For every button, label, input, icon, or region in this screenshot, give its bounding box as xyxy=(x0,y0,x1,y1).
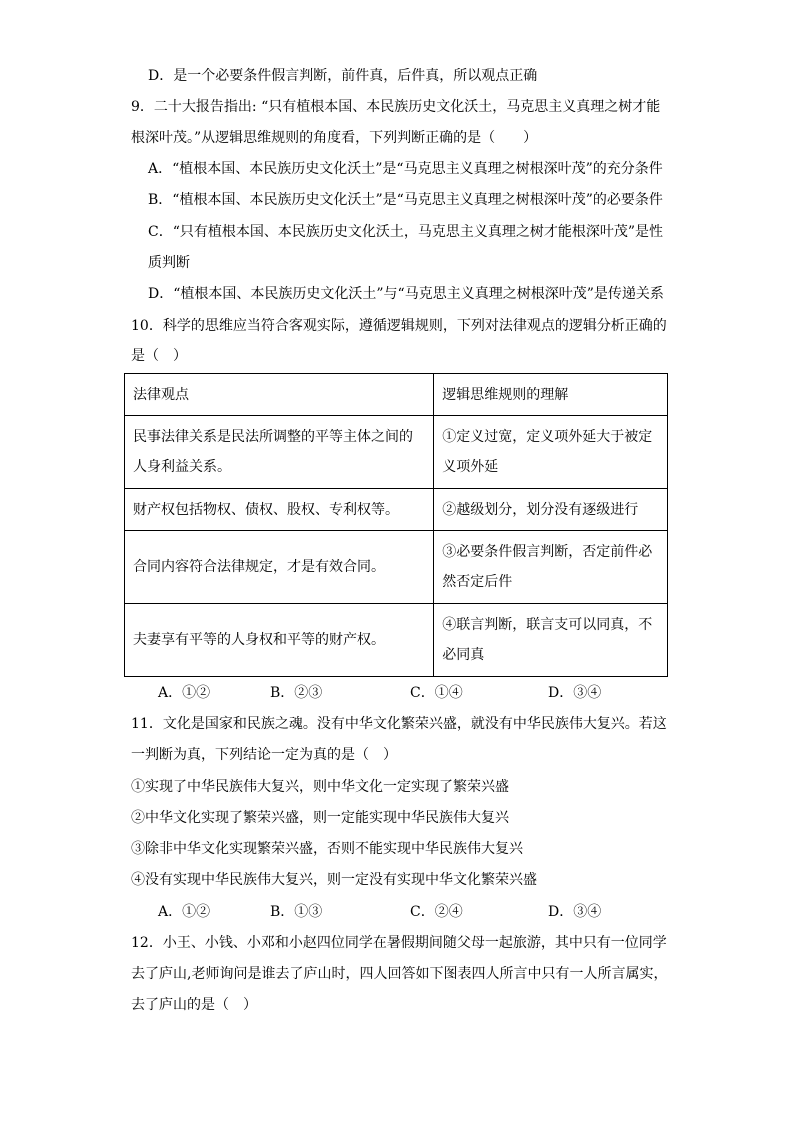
q9-option-c-line1: C．“只有植根本国、本民族历史文化沃土，马克思主义真理之树才能根深叶茂”是性 xyxy=(148,224,664,240)
q12-stem-line2: 去了庐山,老师询问是谁去了庐山时，四人回答如下图表四人所言中只有一人所言属实， xyxy=(131,966,668,982)
table-row xyxy=(125,531,668,604)
q12-stem-line3: 去了庐山的是（ ） xyxy=(131,997,257,1013)
q8-option-d: D．是一个必要条件假言判断，前件真，后件真，所以观点正确 xyxy=(148,68,538,84)
q11-statement-4: ④没有实现中华民族伟大复兴，则一定没有实现中华文化繁荣兴盛 xyxy=(131,872,537,888)
table-row xyxy=(125,416,668,489)
table-cell-view: 财产权包括物权、债权、股权、专利权等。 xyxy=(125,489,434,531)
q11-stem-line2: 一判断为真，下列结论一定为真的是（ ） xyxy=(131,747,397,763)
q11-statement-2: ②中华文化实现了繁荣兴盛，则一定能实现中华民族伟大复兴 xyxy=(131,810,509,826)
table-row xyxy=(125,604,668,677)
q10-option-b[interactable]: B．②③ xyxy=(270,685,323,701)
table-header-row xyxy=(125,374,668,416)
table-header-cell: 法律观点 xyxy=(125,374,434,416)
q9-stem-line1: 9．二十大报告指出: “只有植根本国、本民族历史文化沃土，马克思主义真理之树才能 xyxy=(131,99,661,115)
q11-stem-line1: 11．文化是国家和民族之魂。没有中华文化繁荣兴盛，就没有中华民族伟大复兴。若这 xyxy=(131,716,667,732)
table-cell-view: 合同内容符合法律规定，才是有效合同。 xyxy=(125,531,434,604)
table-row xyxy=(125,489,668,531)
q9-option-d: D．“植根本国、本民族历史文化沃土”与“马克思主义真理之树根深叶茂”是传递关系 xyxy=(148,286,664,302)
table-cell-view: 民事法律关系是民法所调整的平等主体之间的 人身利益关系。 xyxy=(125,416,434,489)
table-cell-rule: ①定义过宽，定义项外延大于被定 义项外延 xyxy=(434,416,668,489)
table-cell-rule: ④联言判断，联言支可以同真，不 必同真 xyxy=(434,604,668,677)
q9-option-a: A．“植根本国、本民族历史文化沃土”是“马克思主义真理之树根深叶茂”的充分条件 xyxy=(148,161,663,177)
q10-stem-line2: 是（ ） xyxy=(131,348,187,364)
q11-option-d[interactable]: D．③④ xyxy=(548,904,602,920)
q10-option-c[interactable]: C．①④ xyxy=(410,685,463,701)
q12-stem-line1: 12．小王、小钱、小邓和小赵四位同学在暑假期间随父母一起旅游，其中只有一位同学 xyxy=(131,935,667,951)
q9-option-b: B．“植根本国、本民族历史文化沃土”是“马克思主义真理之树根深叶茂”的必要条件 xyxy=(148,192,663,208)
table-cell-rule: ③必要条件假言判断，否定前件必 然否定后件 xyxy=(434,531,668,604)
table-header-cell: 逻辑思维规则的理解 xyxy=(434,374,668,416)
q11-statement-1: ①实现了中华民族伟大复兴，则中华文化一定实现了繁荣兴盛 xyxy=(131,779,509,795)
q10-option-a[interactable]: A．①② xyxy=(158,685,211,701)
q11-option-c[interactable]: C．②④ xyxy=(410,904,463,920)
table-cell-rule: ②越级划分，划分没有逐级进行 xyxy=(434,489,668,531)
q11-option-a[interactable]: A．①② xyxy=(158,904,211,920)
law-analysis-table xyxy=(124,373,668,677)
q11-statement-3: ③除非中华文化实现繁荣兴盛，否则不能实现中华民族伟大复兴 xyxy=(131,841,523,857)
q11-option-b[interactable]: B．①③ xyxy=(270,904,323,920)
q9-stem-line2: 根深叶茂。”从逻辑思维规则的角度看，下列判断正确的是（ ） xyxy=(131,130,538,146)
q10-stem-line1: 10．科学的思维应当符合客观实际，遵循逻辑规则，下列对法律观点的逻辑分析正确的 xyxy=(131,318,667,334)
table-cell-view: 夫妻享有平等的人身权和平等的财产权。 xyxy=(125,604,434,677)
q10-option-d[interactable]: D．③④ xyxy=(548,685,602,701)
q9-option-c-line2: 质判断 xyxy=(148,255,190,271)
